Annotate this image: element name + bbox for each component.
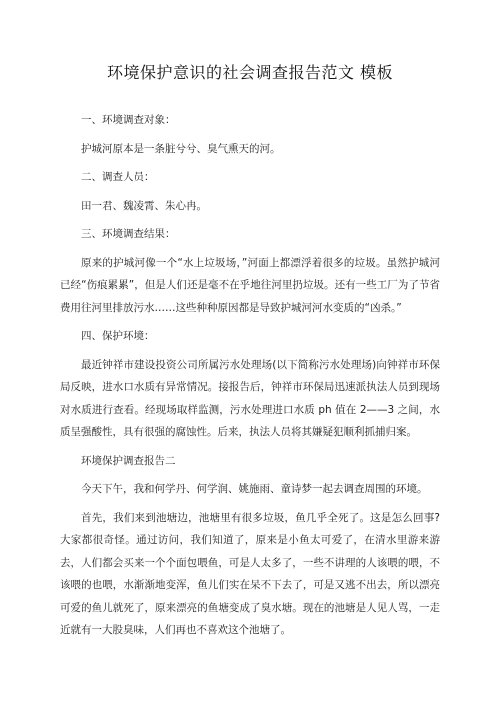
document-title: 环境保护意识的社会调查报告范文 模板 bbox=[106, 63, 394, 82]
paragraph-survey-result: 原来的护城河像一个“水上垃圾场，”河面上都漂浮着很多的垃圾。虽然护城河已经“伤痕累累”，但是人们还是毫不在乎地往河里扔垃圾。还有一些工厂为了节省费用往河里排放污水……这些种种原因都是导致护城河河水变质的“凶杀。” bbox=[60, 256, 440, 314]
paragraph-protection: 最近钟祥市建设投资公司所属污水处理场(以下简称污水处理场)向钟祥市环保局反映，进水口水质有异常情况。接报告后，钟祥市环保局迅速派执法人员到现场对水质进行查看。经现场取样监测，污水处理进口水质 ph 值在 2——3 之间，水质呈强酸性，具有很强的腐蚀性。后来，执法人员将其嫌疑犯顺利抓捕归案。 bbox=[60, 358, 440, 438]
paragraph-report-two-intro: 今天下午，我和何学丹、何学润、姚施雨、童诗梦一起去调查周围的环境。 bbox=[81, 483, 428, 495]
section-heading-report-two: 环境保护调查报告二 bbox=[81, 454, 176, 467]
paragraph-survey-staff: 田一君、魏凌霄、朱心冉。 bbox=[81, 199, 207, 212]
paragraph-survey-target: 护城河原本是一条脏兮兮、臭气熏天的河。 bbox=[81, 142, 281, 155]
section-heading-survey-target: 一、环境调查对象： bbox=[81, 114, 176, 126]
section-heading-protection: 四、保护环境： bbox=[81, 330, 155, 342]
section-heading-survey-staff: 二、调查人员： bbox=[81, 171, 155, 183]
paragraph-report-two-pond: 首先，我们来到池塘边，池塘里有很多垃圾，鱼几乎全死了。这是怎么回事?大家都很奇怪。通过访问，我们知道了，原来是小鱼太可爱了，在清水里游来游去，人们都会买来一个个面包喂鱼，可是人太多了，一些不讲理的人该喂的喂，不该喂的也喂，水渐渐地变浑，鱼儿们实在呆不下去了，可是又逃不出去，所以漂亮可爱的鱼儿就死了，原来漂亮的鱼塘变成了臭水塘。现在的池塘是人见人骂，一走近就有一大股臭味，人们再也不喜欢这个池塘了。 bbox=[60, 511, 440, 636]
section-heading-survey-result: 三、环境调查结果： bbox=[81, 228, 176, 240]
